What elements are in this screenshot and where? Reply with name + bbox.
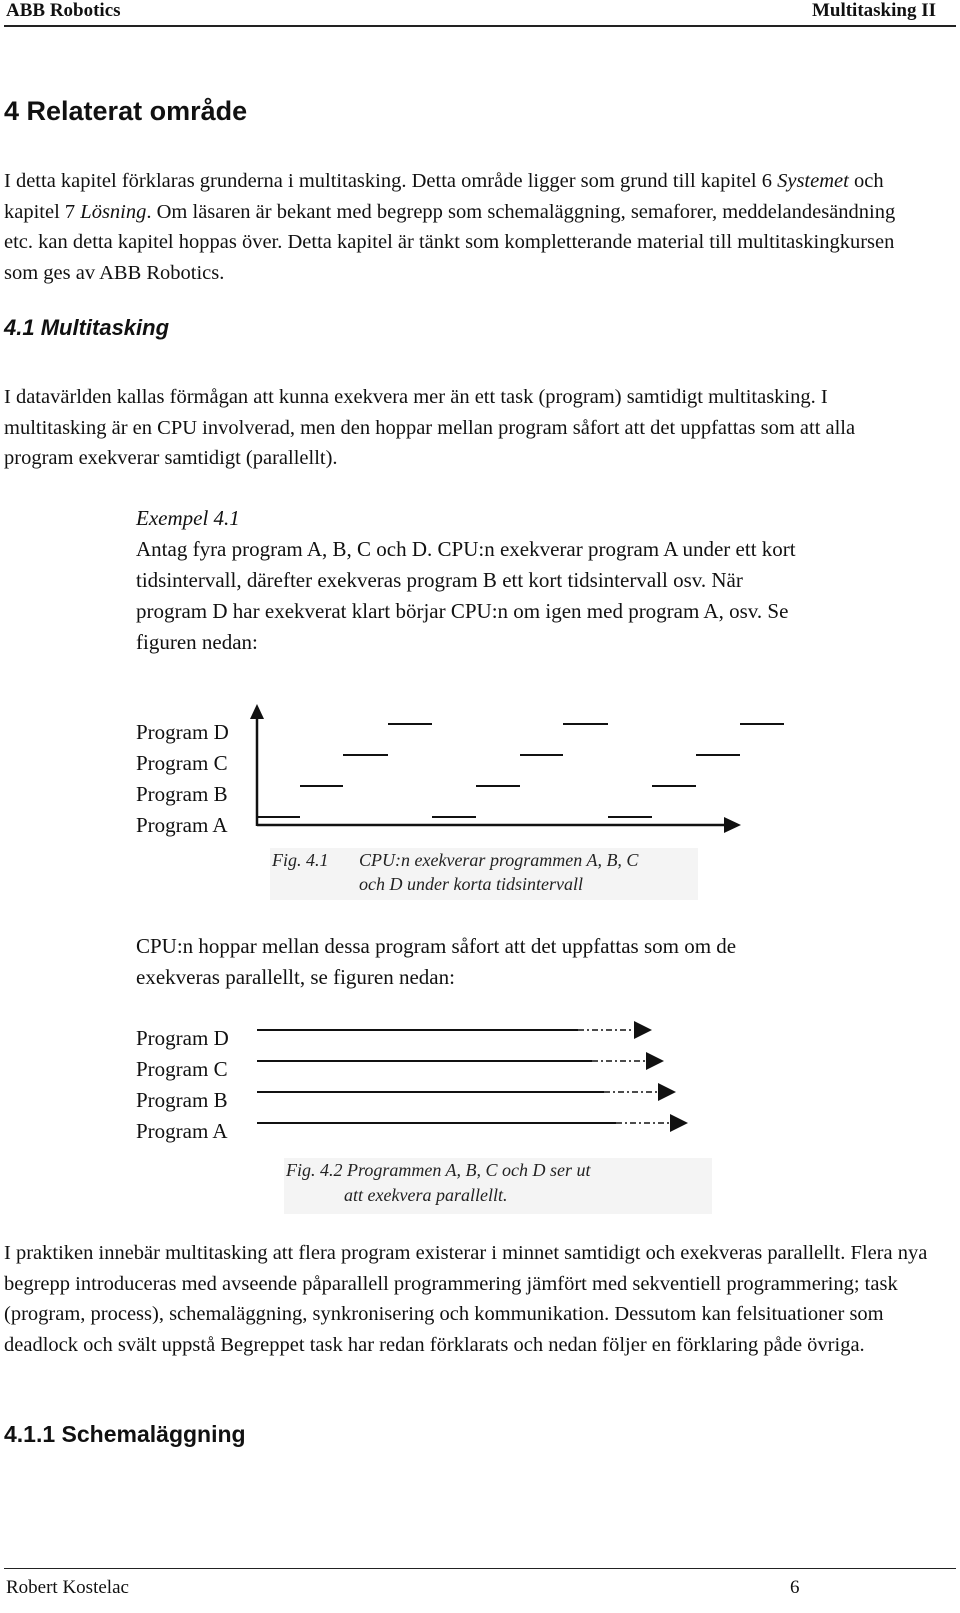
fig1-caption-box (270, 848, 698, 900)
chapter-heading: 4 Relaterat område (4, 96, 248, 126)
fig2-arrow-c (646, 1052, 664, 1070)
fig1-caption-label: Fig. 4.1 (272, 850, 329, 870)
footer-rule (4, 1568, 956, 1569)
fig2-label-program-b: Program B (136, 1088, 228, 1112)
footer-author: Robert Kostelac (6, 1577, 129, 1598)
fig2-label-program-c: Program C (136, 1057, 228, 1081)
example-line-4: figuren nedan: (136, 630, 258, 654)
fig2-dashed-extensions (578, 1030, 670, 1123)
fig1-label-program-a: Program A (136, 813, 228, 837)
section-paragraph: I datavärlden kallas förmågan att kunna exekvera mer än ett task (program) samtidigt multitasking. I multitasking är en CPU involverad, men den hoppar mellan program såfort att det uppfattas som att alla program exekverar samtidigt (parallellt). (4, 386, 856, 469)
intro-italic-systemet: Systemet (777, 170, 849, 192)
footer-page-number: 6 (790, 1577, 800, 1598)
fig2-caption-box (284, 1158, 712, 1214)
fig1-time-slices (258, 724, 784, 817)
fig2-label-program-d: Program D (136, 1026, 229, 1050)
fig1-y-arrow (250, 704, 264, 719)
fig1-label-program-b: Program B (136, 782, 228, 806)
intro-text-1: I detta kapitel förklaras grunderna i multitasking. Detta område ligger som grund till kapitel 6 (4, 170, 778, 192)
fig1-label-program-d: Program D (136, 720, 229, 744)
subsection-heading: 4.1.1 Schemaläggning (4, 1421, 246, 1447)
middle-text-line-1: CPU:n hoppar mellan dessa program såfort att det uppfattas som om de (136, 934, 737, 958)
intro-italic-losning: Lösning (80, 200, 147, 223)
fig1-caption-line-2: och D under korta tidsintervall (359, 874, 583, 894)
fig2-program-lines (257, 1030, 616, 1123)
fig2-arrow-d (634, 1021, 652, 1039)
example-line-2: tidsintervall, därefter exekveras program B ett kort tidsintervall osv. När (136, 568, 743, 592)
fig2-arrow-b (658, 1083, 676, 1101)
example-line-3: program D har exekverat klart börjar CPU:n om igen med program A, osv. Se (136, 599, 789, 623)
final-paragraph: I praktiken innebär multitasking att flera program existerar i minnet samtidigt och exekveras parallellt. Flera nya begrepp introduceras med avseende påparallell programmering jämfört med sekventiell programmering; task (program, process), schemaläggning, synkronisering och kommunikation. Dessutom kan felsituationer som deadlock och svält uppstå Begreppet task har redan förklarats och nedan följer en förklaring påde övriga. (4, 1242, 928, 1356)
fig2-arrow-a (670, 1114, 688, 1132)
example-line-1: Antag fyra program A, B, C och D. CPU:n exekverar program A under ett kort (136, 537, 796, 561)
section-heading: 4.1 Multitasking (4, 315, 170, 340)
header-left: ABB Robotics (6, 0, 121, 21)
intro-text-3: . Om läsaren är bekant med begrepp som schemaläggning, semaforer, meddelandesändning etc. kan detta kapitel hoppas över. Detta kapitel är tänkt som kompletterande material till multitaskingkursen som ges av ABB Robotics. (4, 200, 896, 284)
fig2-label-program-a: Program A (136, 1119, 228, 1143)
intro-text-2: och kapitel 7 (4, 170, 884, 223)
fig2-caption-line-2: att exekvera parallellt. (344, 1185, 508, 1205)
fig2-arrowheads (634, 1021, 688, 1132)
example-title: Exempel 4.1 (136, 506, 240, 530)
fig1-caption-line-1: CPU:n exekverar programmen A, B, C (359, 850, 639, 870)
middle-text-line-2: exekveras parallellt, se figuren nedan: (136, 965, 455, 989)
fig1-label-program-c: Program C (136, 751, 228, 775)
header-right: Multitasking II (811, 0, 936, 21)
fig1-x-arrow (724, 817, 741, 833)
fig2-caption-line-1: Fig. 4.2 Programmen A, B, C och D ser ut (286, 1160, 591, 1180)
